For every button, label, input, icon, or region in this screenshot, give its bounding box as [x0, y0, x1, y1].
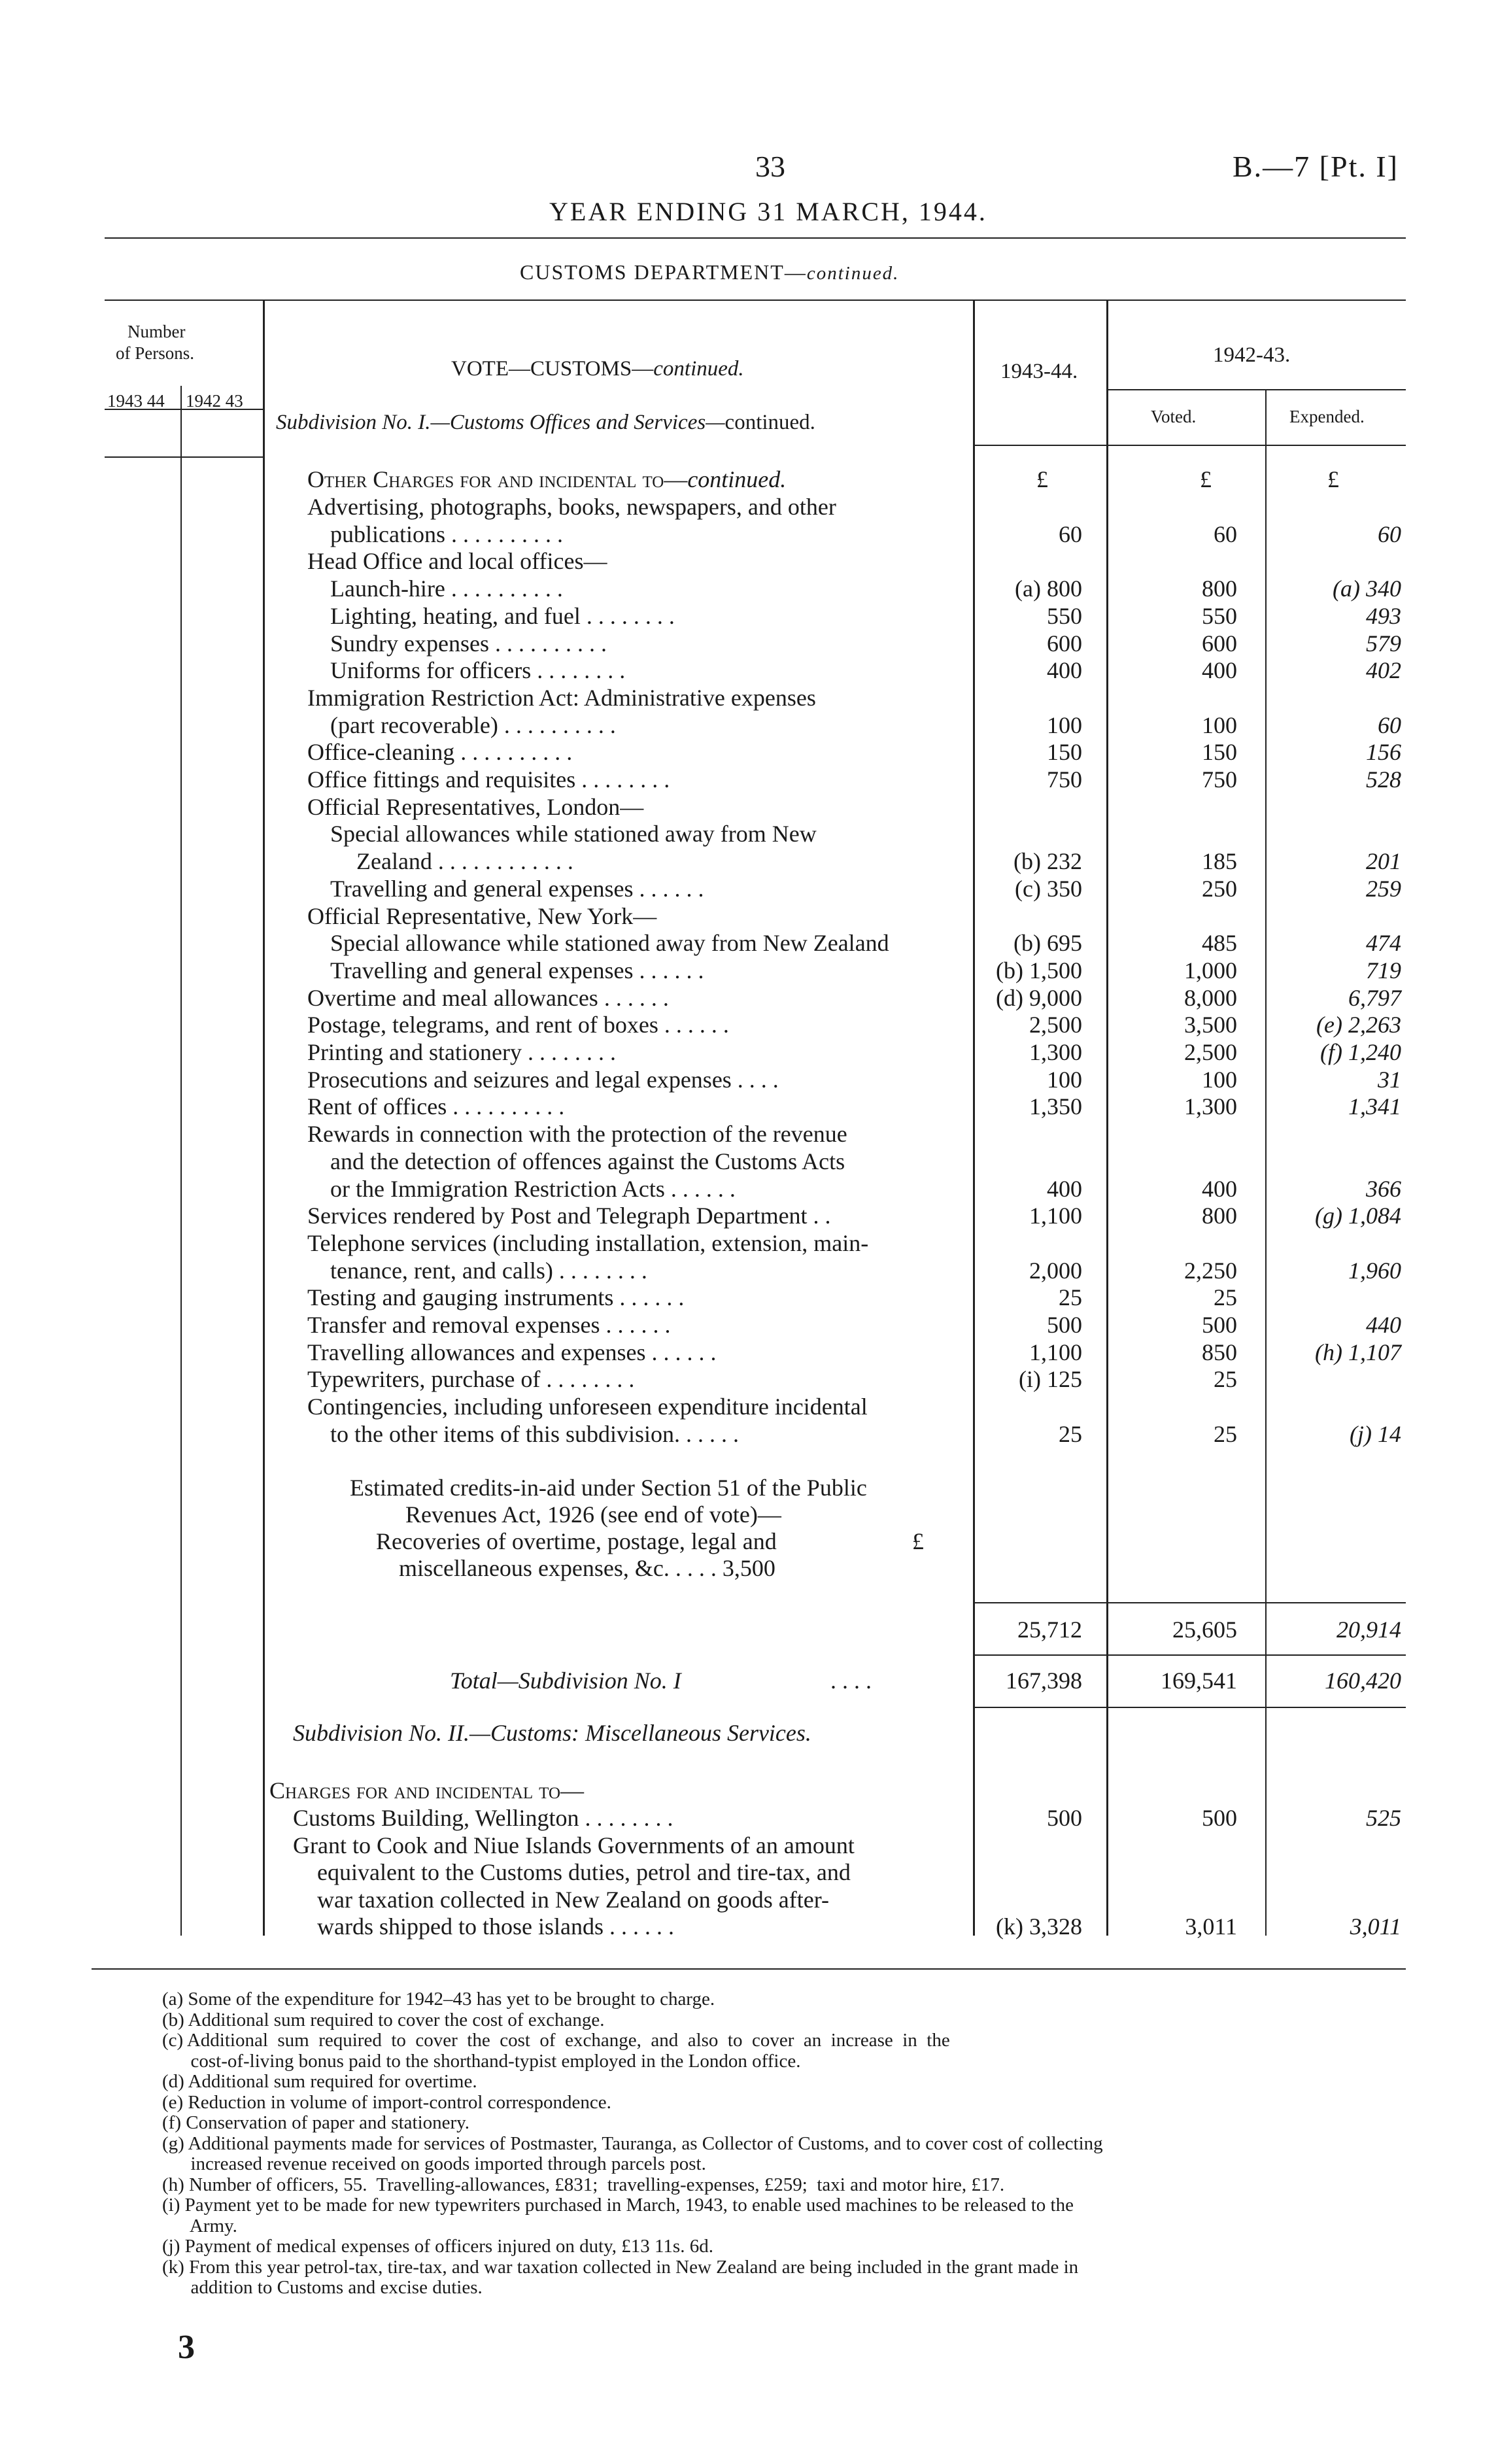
amount-voted: 2,250 — [1184, 1257, 1237, 1284]
amount-expended: 366 — [1366, 1175, 1401, 1202]
expense-row-label: Travelling and general expenses . . . . . . — [330, 875, 704, 902]
amount-voted: 25 — [1214, 1284, 1237, 1311]
footnote-line: (a) Some of the expenditure for 1942–43 has yet to be brought to charge. — [162, 1989, 715, 2010]
expense-row-label: Rent of offices . . . . . . . . . . — [307, 1093, 565, 1120]
amount-1943-44: 1,300 — [1029, 1039, 1082, 1065]
amount-expended: (a) 340 — [1333, 575, 1401, 602]
persons-divider — [180, 386, 182, 1936]
total-leader-dots: . . . . — [830, 1668, 872, 1694]
amount-1943-44: (a) 800 — [1015, 575, 1082, 602]
footnote-line: Army. — [162, 2215, 237, 2236]
amount-expended: 579 — [1366, 630, 1401, 657]
expense-row-label: Services rendered by Post and Telegraph Department . . — [307, 1203, 831, 1229]
amount-1943-44: 1,100 — [1029, 1203, 1082, 1229]
amount-expended: 60 — [1378, 711, 1401, 738]
expense-row-label: publications . . . . . . . . . . — [330, 521, 563, 547]
persons-subheader-rule — [105, 456, 263, 458]
amount-voted: 485 — [1202, 930, 1237, 957]
expense-row-label: tenance, rent, and calls) . . . . . . . . — [330, 1257, 647, 1284]
amount-expended: (h) 1,107 — [1315, 1339, 1401, 1365]
persons-1942-43-label: 1942 43 — [186, 391, 243, 411]
amount-1943-44: 100 — [1047, 711, 1082, 738]
amount-voted: 400 — [1202, 1175, 1237, 1202]
expense-row-label: Office-cleaning . . . . . . . . . . — [307, 739, 573, 766]
amount-1943-44: 500 — [1047, 1312, 1082, 1338]
expense-row-label: Travelling allowances and expenses . . . . . . — [307, 1339, 717, 1365]
year-title: YEAR ENDING 31 MARCH, 1944. — [549, 197, 987, 226]
amount-voted: 25 — [1214, 1366, 1237, 1393]
amount-expended: 1,960 — [1348, 1257, 1401, 1284]
section-2-heading: Charges for and incidental to— — [269, 1777, 585, 1804]
vote-title: VOTE—CUSTOMS—continued. — [451, 357, 744, 381]
footnote-line: (f) Conservation of paper and stationery. — [162, 2112, 470, 2133]
total-1943-44: 167,398 — [1006, 1668, 1082, 1694]
credits-line-3: Recoveries of overtime, postage, legal and — [376, 1528, 777, 1554]
amount-voted: 2,500 — [1184, 1039, 1237, 1065]
credits-line-4: miscellaneous expenses, &c. . . . . 3,500 — [399, 1555, 775, 1581]
amount-expended: 440 — [1366, 1312, 1401, 1338]
amount-1943-44: (i) 125 — [1019, 1366, 1082, 1393]
number-label: Number — [128, 322, 186, 341]
amount-expended: 3,011 — [1350, 1913, 1401, 1940]
amount-1943-44: 60 — [1059, 521, 1082, 547]
misc-row-label: equivalent to the Customs duties, petrol and tire-tax, and — [317, 1859, 851, 1885]
amount-voted: 60 — [1214, 521, 1237, 547]
amount-expended: 474 — [1366, 930, 1401, 957]
misc-row-label: wards shipped to those islands . . . . . . — [317, 1913, 674, 1940]
expense-row-label: Contingencies, including unforeseen expenditure incidental — [307, 1394, 868, 1420]
amount-expended: (j) 14 — [1350, 1420, 1401, 1447]
amount-1943-44: 100 — [1047, 1066, 1082, 1093]
misc-row-label: Grant to Cook and Niue Islands Governments of an amount — [293, 1832, 855, 1858]
expense-row-label: and the detection of offences against the Customs Acts — [330, 1148, 845, 1174]
amount-expended: 525 — [1366, 1805, 1401, 1831]
expense-row-label: or the Immigration Restriction Acts . . . . . . — [330, 1175, 736, 1202]
footnote-line: (k) From this year petrol-tax, tire-tax, and war taxation collected in New Zealand are being included in the grant made in — [162, 2256, 1079, 2278]
amount-expended: 402 — [1366, 657, 1401, 684]
footnote-line: (i) Payment yet to be made for new typewriters purchased in March, 1943, to enable used machines to be released to the — [162, 2195, 1074, 2216]
expense-row-label: Special allowance while stationed away from New Zealand — [330, 930, 889, 957]
amount-1943-44: 1,100 — [1029, 1339, 1082, 1365]
amount-voted: 600 — [1202, 630, 1237, 657]
amount-1943-44: 750 — [1047, 766, 1082, 793]
header-rule — [105, 237, 1406, 239]
amount-1943-44: 400 — [1047, 657, 1082, 684]
col-1942-43-header: 1942-43. — [1213, 343, 1291, 367]
footnote-line: (c) Additional sum required to cover the cost of exchange, and also to cover an increase in the — [162, 2030, 950, 2051]
amount-voted: 800 — [1202, 1203, 1237, 1229]
amount-1943-44: 600 — [1047, 630, 1082, 657]
persons-label: of Persons. — [116, 343, 194, 363]
expense-row-label: Sundry expenses . . . . . . . . . . — [330, 630, 607, 657]
amount-expended: 6,797 — [1348, 984, 1401, 1011]
amount-voted: 3,011 — [1185, 1913, 1237, 1940]
footnote-line: addition to Customs and excise duties. — [162, 2277, 483, 2298]
amount-voted: 100 — [1202, 1066, 1237, 1093]
misc-row-label: war taxation collected in New Zealand on goods after- — [317, 1886, 829, 1913]
amount-voted: 750 — [1202, 766, 1237, 793]
expense-row-label: Printing and stationery . . . . . . . . — [307, 1039, 616, 1065]
signature-mark: 3 — [178, 2329, 195, 2366]
subtotal-1943-44: 25,712 — [1017, 1617, 1082, 1643]
amount-voted: 8,000 — [1184, 984, 1237, 1011]
amount-voted: 500 — [1202, 1805, 1237, 1831]
credits-line-2: Revenues Act, 1926 (see end of vote)— — [405, 1501, 781, 1528]
col-1943-44-header: 1943-44. — [1000, 360, 1078, 383]
amount-expended: 156 — [1366, 739, 1401, 766]
expense-row-label: Typewriters, purchase of . . . . . . . . — [307, 1366, 635, 1393]
amount-1943-44: (d) 9,000 — [996, 984, 1082, 1011]
amount-expended: 201 — [1366, 848, 1401, 875]
amount-expended: 528 — [1366, 766, 1401, 793]
footnote-line: (e) Reduction in volume of import-control correspondence. — [162, 2091, 611, 2113]
subtotal-expended: 20,914 — [1336, 1617, 1401, 1643]
amount-voted: 400 — [1202, 657, 1237, 684]
amount-voted: 1,300 — [1184, 1093, 1237, 1120]
amount-1943-44: (c) 350 — [1015, 875, 1082, 902]
expense-row-label: Office fittings and requisites . . . . . . . . — [307, 766, 670, 793]
amount-voted: 800 — [1202, 575, 1237, 602]
total-label: Total—Subdivision No. I — [450, 1668, 681, 1694]
total-voted: 169,541 — [1161, 1668, 1237, 1694]
expense-row-label: Official Representatives, London— — [307, 793, 644, 820]
amount-expended: (f) 1,240 — [1320, 1039, 1401, 1065]
amount-1943-44: (b) 1,500 — [996, 957, 1082, 984]
amount-1943-44: (b) 695 — [1013, 930, 1082, 957]
expense-row-label: Head Office and local offices— — [307, 548, 607, 575]
expense-row-label: to the other items of this subdivision. . . . . . — [330, 1420, 739, 1447]
currency-1943: £ — [1036, 466, 1048, 492]
credits-pound-sign: £ — [912, 1528, 924, 1554]
col-expended-header: Expended. — [1289, 407, 1365, 426]
misc-row-label: Customs Building, Wellington . . . . . . . . — [293, 1805, 673, 1831]
amount-1943-44: 150 — [1047, 739, 1082, 766]
expense-row-label: Launch-hire . . . . . . . . . . — [330, 575, 563, 602]
total-expended: 160,420 — [1325, 1668, 1401, 1694]
amount-expended: 493 — [1366, 602, 1401, 629]
expense-row-label: Travelling and general expenses . . . . . . — [330, 957, 704, 984]
expense-row-label: (part recoverable) . . . . . . . . . . — [330, 711, 616, 738]
amount-voted: 500 — [1202, 1312, 1237, 1338]
amount-expended: 60 — [1378, 521, 1401, 547]
amount-voted: 150 — [1202, 739, 1237, 766]
amount-voted: 3,500 — [1184, 1012, 1237, 1038]
credits-line-1: Estimated credits-in-aid under Section 51 of the Public — [350, 1475, 867, 1501]
amount-1943-44: 25 — [1059, 1284, 1082, 1311]
subtotal-top-rule — [973, 1602, 1406, 1603]
persons-1943-44-label: 1943 44 — [107, 391, 165, 411]
amount-1943-44: 500 — [1047, 1805, 1082, 1831]
expense-row-label: Special allowances while stationed away from New — [330, 821, 817, 847]
amount-expended: (g) 1,084 — [1315, 1203, 1401, 1229]
persons-column-border — [263, 301, 265, 1936]
department-title: CUSTOMS DEPARTMENT—continued. — [520, 260, 900, 284]
subtotal-voted: 25,605 — [1172, 1617, 1237, 1643]
footnote-line: (g) Additional payments made for services of Postmaster, Tauranga, as Collector of Customs, and to cover cost of collecting — [162, 2132, 1103, 2154]
amount-voted: 1,000 — [1184, 957, 1237, 984]
subtotal-bottom-rule — [973, 1654, 1406, 1656]
subdivision-title: Subdivision No. I.—Customs Offices and Services—continued. — [276, 411, 815, 434]
expense-row-label: Zealand . . . . . . . . . . . . — [356, 848, 573, 875]
amount-1943-44: 550 — [1047, 602, 1082, 629]
subdivision-2-title: Subdivision No. II.—Customs: Miscellaneous Services. — [293, 1720, 811, 1746]
amount-voted: 250 — [1202, 875, 1237, 902]
expense-row-label: Telephone services (including installation, extension, main- — [307, 1229, 869, 1256]
amount-1943-44: 25 — [1059, 1420, 1082, 1447]
expense-row-label: Lighting, heating, and fuel . . . . . . . . — [330, 602, 675, 629]
footnote-line: (b) Additional sum required to cover the cost of exchange. — [162, 2009, 605, 2030]
total-bottom-rule — [973, 1707, 1406, 1708]
amount-expended: (e) 2,263 — [1316, 1012, 1401, 1038]
expense-row-label: Overtime and meal allowances . . . . . . — [307, 984, 669, 1011]
amount-1943-44: 2,000 — [1029, 1257, 1082, 1284]
amount-1943-44: 2,500 — [1029, 1012, 1082, 1038]
footnote-line: increased revenue received on goods imported through parcels post. — [162, 2153, 706, 2174]
amount-expended: 1,341 — [1348, 1093, 1401, 1120]
amount-voted: 100 — [1202, 711, 1237, 738]
table-top-rule — [105, 299, 1406, 301]
amount-voted: 850 — [1202, 1339, 1237, 1365]
amount-voted: 185 — [1202, 848, 1237, 875]
currency-voted: £ — [1200, 466, 1212, 492]
amount-expended: 259 — [1366, 875, 1401, 902]
expense-row-label: Rewards in connection with the protection of the revenue — [307, 1121, 847, 1148]
expense-row-label: Immigration Restriction Act: Administrative expenses — [307, 684, 816, 711]
footnote-line: (h) Number of officers, 55. Travelling-allowances, £831; travelling-expenses, £259; taxi and motor hire, £17. — [162, 2174, 1005, 2195]
amount-1943-44: 1,350 — [1029, 1093, 1082, 1120]
expense-row-label: Uniforms for officers . . . . . . . . — [330, 657, 626, 684]
amounts-header-rule — [973, 445, 1406, 446]
expense-row-label: Prosecutions and seizures and legal expenses . . . . — [307, 1066, 779, 1093]
footnote-line: (j) Payment of medical expenses of officers injured on duty, £13 11s. 6d. — [162, 2236, 713, 2257]
document-reference: B.—7 [Pt. I] — [1233, 150, 1399, 183]
amount-expended: 719 — [1366, 957, 1401, 984]
expense-row-label: Postage, telegrams, and rent of boxes . . . . . . — [307, 1012, 729, 1038]
expense-row-label: Advertising, photographs, books, newspapers, and other — [307, 494, 836, 520]
amount-1943-44: (b) 232 — [1013, 848, 1082, 875]
expense-row-label: Testing and gauging instruments . . . . . . — [307, 1284, 685, 1311]
footnote-line: (d) Additional sum required for overtime. — [162, 2071, 477, 2092]
amount-1943-44: 400 — [1047, 1175, 1082, 1202]
expense-row-label: Transfer and removal expenses . . . . . . — [307, 1312, 671, 1338]
col-voted-header: Voted. — [1151, 407, 1197, 426]
amount-voted: 25 — [1214, 1420, 1237, 1447]
expense-row-label: Official Representative, New York— — [307, 902, 657, 929]
footnote-line: cost-of-living bonus paid to the shorthand-typist employed in the London office. — [162, 2050, 801, 2072]
footnotes-rule — [92, 1968, 1406, 1970]
amount-expended: 31 — [1378, 1066, 1401, 1093]
amount-voted: 550 — [1202, 602, 1237, 629]
year-1942-rule — [1106, 389, 1406, 390]
page-number: 33 — [755, 150, 785, 183]
section-heading: Other Charges for and incidental to—continued. — [307, 466, 787, 492]
amount-1943-44: (k) 3,328 — [996, 1913, 1082, 1940]
currency-expended: £ — [1327, 466, 1339, 492]
